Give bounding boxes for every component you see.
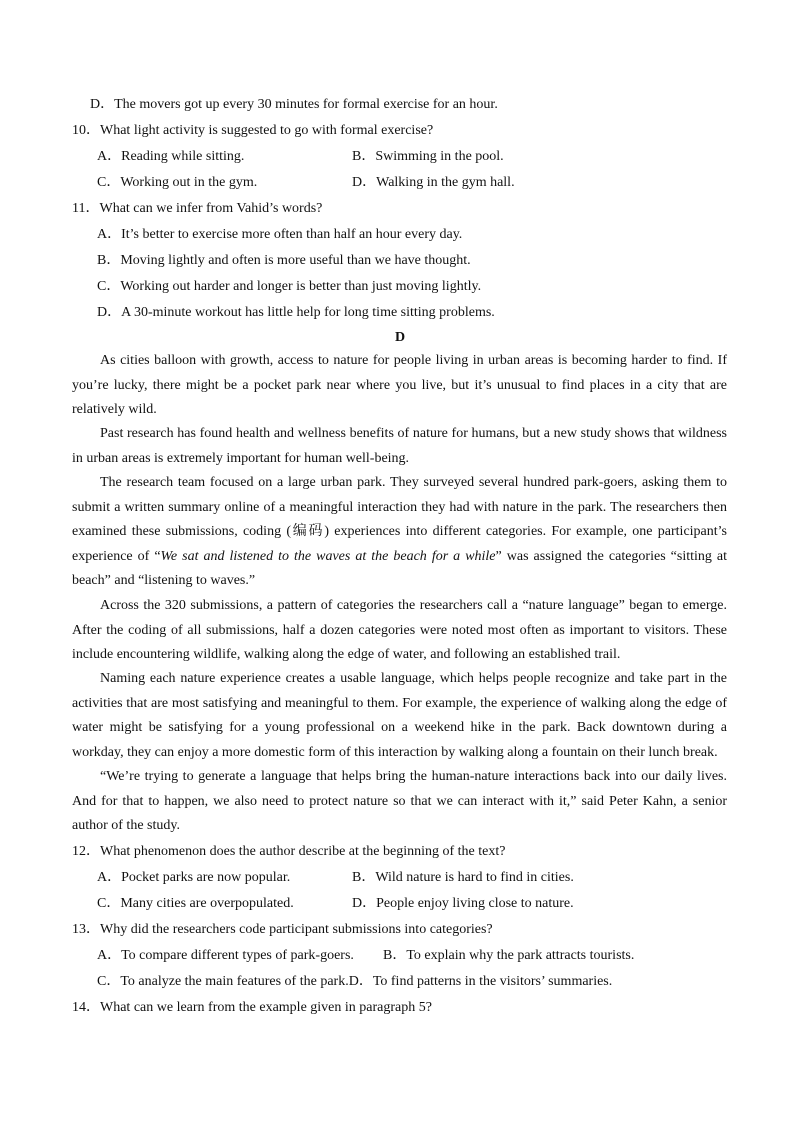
q11-option-b: B．Moving lightly and often is more useful than we have thought. xyxy=(97,253,471,268)
q10-option-d: D．Walking in the gym hall. xyxy=(352,175,515,190)
q13-option-d: D．To find patterns in the visitors’ summaries. xyxy=(348,974,613,989)
passage-paragraph-1: As cities balloon with growth, access to nature for people living in urban areas is becoming harder to find. If you’re lucky, there might be a pocket park near where you live, but it’s unusual to find places in a city that are relatively wild. xyxy=(72,353,727,418)
q10-option-c: C．Working out in the gym. xyxy=(97,175,258,190)
passage-paragraph-3 xyxy=(72,471,727,594)
passage-paragraph-5: Naming each nature experience creates a usable language, which helps people recognize and take part in the activities that are most satisfying and meaningful to them. For example, the experience of walking along the edge of water might be satisfying for a young professional on a weekend hike in the park. Back downtown during a workday, they can enjoy a more domestic form of this interaction by walking along a fountain on their lunch break. xyxy=(72,671,727,760)
paragraph-3-quote: We sat and listened to the waves at the beach for a while xyxy=(160,548,496,564)
q11-option-a: A．It’s better to exercise more often than half an hour every day. xyxy=(97,227,463,242)
passage-paragraph-2: Past research has found health and wellness benefits of nature for humans, but a new study shows that wildness in urban areas is extremely important for human well-being. xyxy=(72,426,727,466)
q11-option-c: C．Working out harder and longer is better than just moving lightly. xyxy=(97,279,482,294)
section-heading: D xyxy=(394,330,406,345)
q13-stem: 13．Why did the researchers code participant submissions into categories? xyxy=(72,922,493,937)
q12-option-d: D．People enjoy living close to nature. xyxy=(352,896,574,911)
q12-stem: 12．What phenomenon does the author describe at the beginning of the text? xyxy=(72,844,506,859)
passage-paragraph-4: Across the 320 submissions, a pattern of categories the researchers call a “nature language” began to emerge. After the coding of all submissions, half a dozen categories were noted most often as important to visitors. These include encountering wildlife, walking along the edge of water, and following an established trail. xyxy=(72,598,727,663)
q12-option-c: C．Many cities are overpopulated. xyxy=(97,896,294,911)
q10-option-a: A．Reading while sitting. xyxy=(97,149,245,164)
q11-stem: 11．What can we infer from Vahid’s words? xyxy=(72,201,323,216)
q13-option-b: B．To explain why the park attracts tourists. xyxy=(383,948,635,963)
q9-option-d: D．The movers got up every 30 minutes for formal exercise for an hour. xyxy=(90,97,498,112)
q12-option-a: A．Pocket parks are now popular. xyxy=(97,870,291,885)
q10-option-b: B．Swimming in the pool. xyxy=(352,149,504,164)
q11-option-d: D．A 30-minute workout has little help for long time sitting problems. xyxy=(97,305,495,320)
q10-stem: 10．What light activity is suggested to go with formal exercise? xyxy=(72,123,434,138)
q13-option-c-d-line xyxy=(97,973,612,991)
paragraph-3-text-a: The research team focused on a large urban park. They surveyed several hundred park-goers, asking them to submit a written summary online of a meaningful interaction they had with nature in the park. The researchers then examined these submissions, coding (编码) experiences into different categories. For example, one participant’s experience of “ xyxy=(72,475,727,564)
q13-option-c: C．To analyze the main features of the park. xyxy=(97,974,349,989)
passage-paragraph-6: “We’re trying to generate a language that helps bring the human-nature interactions back into our daily lives. And for that to happen, we also need to protect nature so that we can interact with it,” said Peter Kahn, a senior author of the study. xyxy=(72,769,727,834)
q13-option-a: A．To compare different types of park-goers. xyxy=(97,948,354,963)
paragraph-3-text-b: ” was assigned the categories “sitting at beach” and “listening to waves.” xyxy=(72,548,728,589)
q12-option-b: B．Wild nature is hard to find in cities. xyxy=(352,870,574,885)
q14-stem: 14．What can we learn from the example given in paragraph 5? xyxy=(72,1000,432,1015)
